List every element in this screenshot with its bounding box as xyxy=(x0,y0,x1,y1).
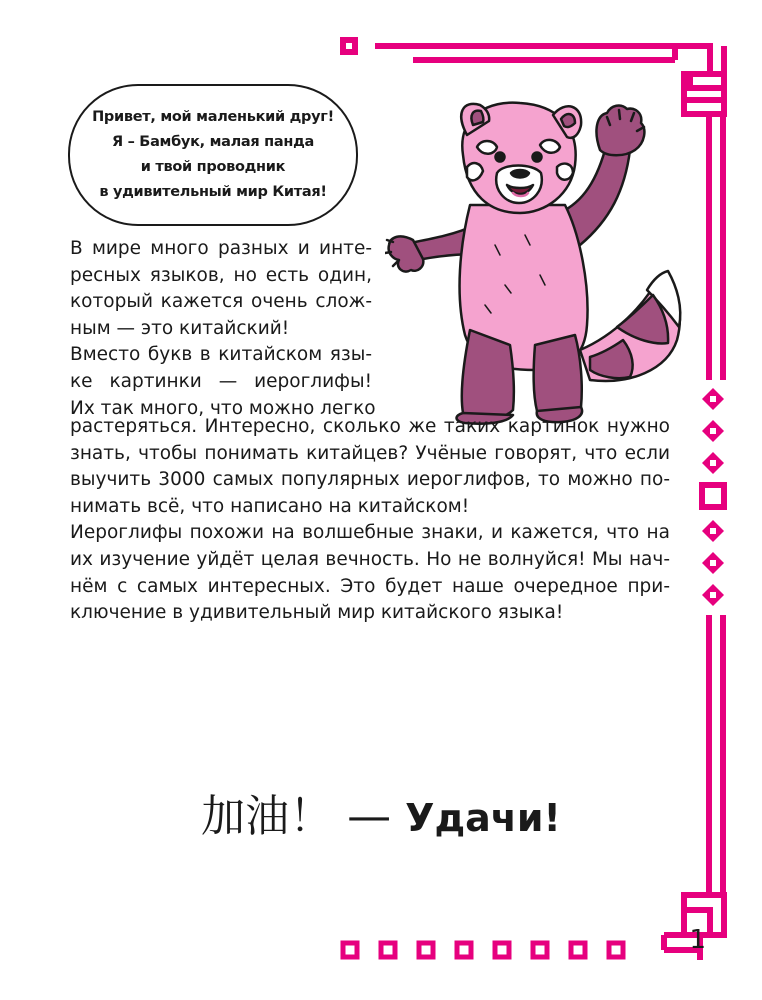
motto-heading xyxy=(0,780,762,844)
intro-paragraph xyxy=(70,236,376,422)
text-line: выучить 3000 самых популярных иероглифов, то можно по- xyxy=(70,469,670,491)
text-line: нимать всё, что написано на китайском! xyxy=(70,495,470,517)
text-line: Вместо букв в китайском язы- xyxy=(70,344,372,366)
bubble-line: Я – Бамбук, малая панда xyxy=(112,134,314,150)
text-line: ным — это китайский! xyxy=(70,317,290,339)
bubble-line: и твой проводник xyxy=(140,159,286,175)
bubble-line: в удивительный мир Китая! xyxy=(99,184,327,200)
text-line: их изучение уйдёт целая вечность. Но не волнуйся! Мы нач- xyxy=(70,548,670,570)
text-line: ке картинки — иероглифы! xyxy=(70,370,372,392)
text-line: знать, чтобы понимать китайцев? Учёные говорят, что если xyxy=(70,442,670,464)
frame-square-bottom xyxy=(609,943,623,957)
motto-russian: Удачи! xyxy=(405,796,561,840)
text-line: растеряться. Интересно, сколько же таких картинок нужно xyxy=(70,416,670,437)
text-line: ключение в удивительный мир китайского языка! xyxy=(70,602,564,624)
bubble-line: Привет, мой маленький друг! xyxy=(92,109,334,125)
motto-chinese: 加油！ xyxy=(201,791,334,842)
frame-square-bottom xyxy=(571,943,585,957)
frame-square-bottom xyxy=(381,943,395,957)
frame-square-top-left xyxy=(343,40,355,52)
text-line: нём с самых интересных. Это будет наше очередное при- xyxy=(70,575,670,597)
frame-square-bottom xyxy=(495,943,509,957)
frame-square-bottom xyxy=(343,943,357,957)
text-line: Иероглифы похожи на волшебные знаки, и кажется, что на xyxy=(70,522,670,544)
motto-dash: — xyxy=(333,791,406,842)
text-line: ресных языков, но есть один, xyxy=(70,264,372,286)
main-paragraph xyxy=(70,414,670,627)
page-number: 1 xyxy=(689,925,706,955)
frame-square-bottom xyxy=(457,943,471,957)
frame-square-bottom xyxy=(419,943,433,957)
red-panda-illustration xyxy=(385,95,690,425)
frame-square-bottom xyxy=(533,943,547,957)
text-line: В мире много разных и инте- xyxy=(70,238,372,259)
text-line: Их так много, что можно легко xyxy=(70,397,376,419)
speech-bubble xyxy=(68,84,358,226)
text-line: который кажется очень слож- xyxy=(70,291,372,313)
